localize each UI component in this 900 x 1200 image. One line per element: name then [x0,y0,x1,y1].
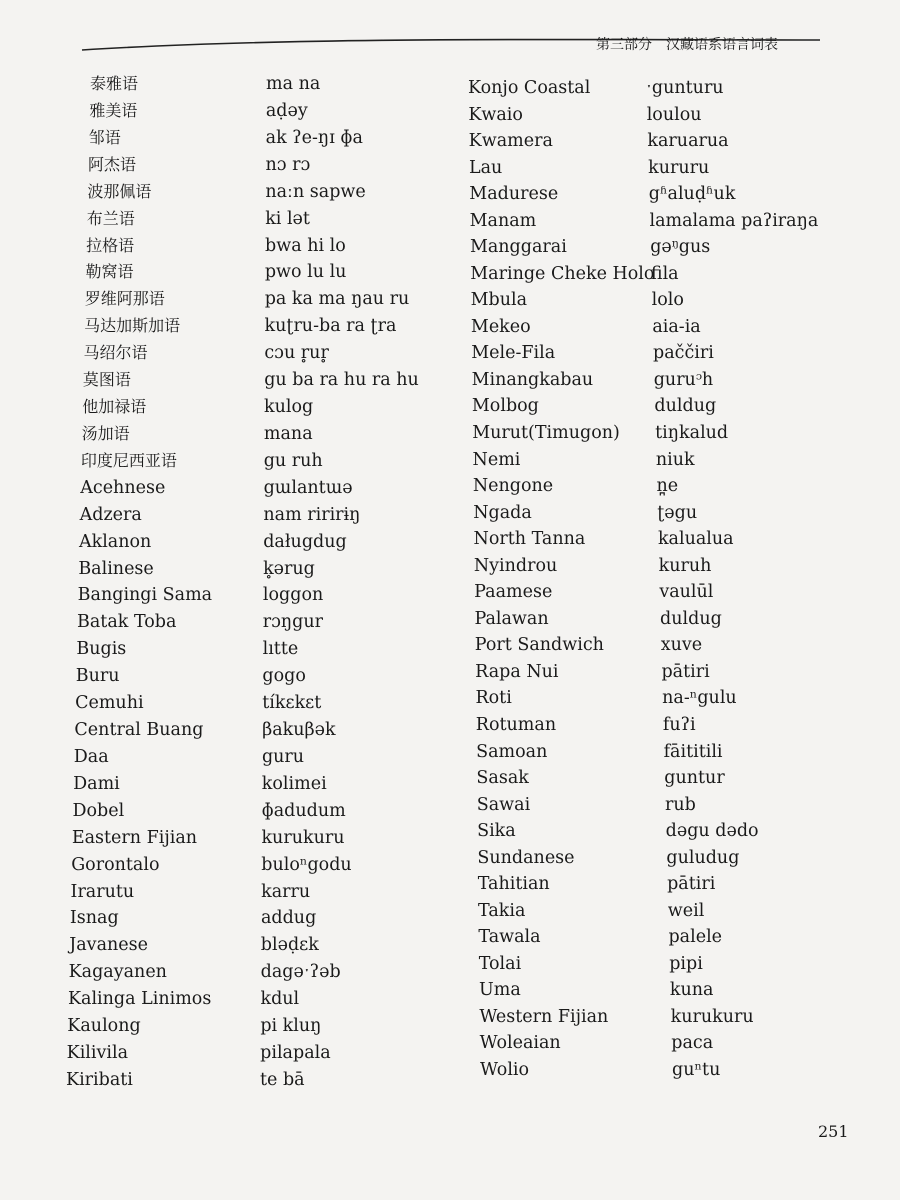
entry-word: naːn sapwe [265,181,366,202]
entry-word: pa ka ma ŋau ru [264,289,410,310]
entry-language: Tahitian [477,874,550,895]
entry-word: guⁿtu [672,1060,721,1080]
entry-language: Madurese [469,184,559,205]
entry-language: Daa [73,746,109,767]
entry-word: tiŋkalud [655,423,729,444]
entry-language: Paamese [474,582,553,603]
entry-language: 布兰语 [86,208,135,228]
entry-language: Kagayanen [68,962,167,983]
entry-language: Balinese [78,558,154,579]
entry-language: Molbog [471,396,539,417]
entry-word: dagəˑʔəb [260,962,341,983]
entry-word: gɯlantɯə [263,477,353,498]
entry-language: Samoan [476,741,548,762]
entry-language: 拉格语 [86,235,135,255]
entry-language: Irarutu [70,881,135,902]
entry-word: ɸadudum [261,800,346,821]
entry-word: kuna [669,980,714,1001]
entry-language: Nengone [472,476,554,497]
entry-language: Rotuman [475,714,557,735]
entry-language: Maringe Cheke Holo [470,263,655,284]
entry-word: pipi [669,953,703,974]
entry-word: pwo lu lu [264,262,347,283]
entry-word: lamalama paʔiraŋa [649,210,819,231]
entry-language: Sika [477,821,516,842]
entry-word: βakuβək [262,720,336,741]
entry-language: Western Fijian [479,1006,609,1027]
entry-language: Kwaio [468,104,523,125]
entry-word: rub [664,794,696,815]
entry-language: Gorontalo [71,854,160,875]
entry-word: tíkɛkɛt [262,693,322,714]
entry-word: kolimei [261,773,327,794]
entry-word: pilapala [260,1043,331,1064]
entry-language: Kwamera [468,131,553,152]
entry-word: aia-ia [652,316,701,337]
entry-language: Ngada [473,502,532,523]
entry-word: mana [263,423,313,444]
entry-language: Tawala [478,927,541,948]
entry-language: Dobel [72,800,125,821]
entry-word: fuʔi [662,714,696,735]
entry-word: ʈəgu [657,502,698,523]
entry-word: bləḍɛk [260,935,319,956]
entry-word: k̥ərug [263,558,315,579]
entry-language: Dami [73,773,120,794]
entry-language: Javanese [69,935,148,956]
entry-language: 罗维阿那语 [84,289,165,309]
entry-language: 马达加斯加语 [84,316,181,336]
entry-word: karru [261,881,311,902]
entry-word: paca [671,1033,714,1054]
entry-word: loggon [262,585,324,606]
entry-language: Lau [468,157,503,178]
entry-language: Kaulong [67,1016,141,1037]
entry-word: weil [667,900,705,921]
entry-word: guntur [664,768,725,789]
entry-language: Eastern Fijian [71,827,198,848]
entry-word: ˑgunturu [646,78,724,98]
entry-language: Uma [479,980,521,1001]
entry-word: guludug [666,847,740,868]
entry-language: 莫图语 [82,370,131,390]
entry-language: North Tanna [473,529,586,550]
entry-word: gu ruh [263,450,323,471]
entry-language: Palawan [474,608,549,629]
entry-word: gogo [262,666,306,687]
entry-word: gəᵑgus [650,237,711,258]
entry-word: paččiri [653,343,714,364]
entry-word: guru [261,746,305,767]
entry-language: Wolio [480,1060,530,1080]
entry-language: Kiribati [66,1070,133,1090]
entry-word: duldug [654,396,717,417]
entry-word: daługdug [263,531,347,552]
entry-language: Sawai [476,794,531,815]
entry-word: kalualua [657,529,734,550]
entry-word: xuve [660,635,703,656]
entry-language: 邹语 [88,127,121,147]
entry-word: kdul [260,989,300,1010]
entry-word: niuk [655,449,695,470]
entry-word: pātiri [661,661,710,682]
entry-word: kuʈru-ba ra ʈra [264,316,397,337]
entry-language: Murut(Timugon) [472,423,620,444]
entry-language: Adzera [79,504,142,525]
entry-word: palele [668,927,723,948]
entry-language: Konjo Coastal [468,78,591,98]
entry-language: Mele-Fila [471,343,556,364]
entry-language: Acehnese [80,477,166,498]
entry-language: 他加禄语 [82,397,147,417]
entry-word: cɔu r̥ur̥ [264,343,329,364]
entry-word: duldug [660,608,722,629]
entry-word: karuarua [647,131,729,152]
entry-language: Central Buang [74,720,204,741]
entry-word: pātiri [667,874,716,895]
entry-language: Rapa Nui [475,661,559,682]
entry-word: rɔŋgur [262,612,324,633]
entry-word: nam ririrɨŋ [263,504,361,525]
entry-language: Kilivila [66,1043,129,1064]
entry-language: 阿杰语 [88,154,137,174]
entry-word: fila [650,263,679,284]
entry-word: bwa hi lo [265,235,346,256]
entry-word: fāititili [663,741,723,762]
entry-language: Batak Toba [77,612,177,633]
entry-language: 汤加语 [81,423,130,443]
entry-word: lıtte [262,639,299,660]
entry-language: 雅美语 [89,100,138,120]
entry-word: lolo [651,290,684,311]
entry-language: Nyindrou [473,555,558,576]
entry-word: ma na [266,74,321,94]
entry-word: kuruh [658,555,712,576]
entry-language: Manam [469,210,537,231]
entry-language: Tolai [478,953,522,974]
entry-language: Roti [475,688,512,709]
entry-word: buloⁿgodu [261,854,352,875]
entry-word: kurukuru [261,827,345,848]
entry-language: 泰雅语 [90,74,139,93]
entry-word: dəgu dədo [665,821,759,842]
entry-word: aḍəy [265,100,308,121]
entry-language: Woleaian [479,1033,561,1054]
entry-word: vaulūl [659,582,714,603]
page-number: 251 [818,1122,849,1141]
entry-word: pi kluŋ [260,1016,322,1037]
entry-language: Mekeo [470,316,531,337]
entry-language: Buru [75,666,120,687]
entry-language: Kalinga Linimos [67,989,212,1010]
entry-word: kurukuru [670,1006,754,1027]
entry-language: Nemi [472,449,521,470]
running-header [596,34,846,54]
entry-word: gu ba ra hu ra hu [264,370,419,391]
entry-language: Manggarai [469,237,567,258]
entry-word: addug [260,908,317,929]
entry-language: 勒窝语 [85,262,134,282]
entry-language: Mbula [470,290,528,311]
entry-word: guruᵓh [653,369,714,390]
entry-language: Isnag [69,908,119,929]
entry-word: gʱaluḍʱuk [648,184,736,205]
entry-word: ak ʔe-ŋɪ ɸa [265,127,363,148]
entry-language: Minangkabau [471,369,594,390]
entry-word: kulog [264,397,314,418]
entry-word: na-ⁿgulu [662,688,737,709]
entry-word: n̪e [656,476,679,497]
entry-word: nɔ rɔ [265,154,311,175]
entry-language: Takia [478,900,526,921]
entry-language: 印度尼西亚语 [80,450,177,470]
entry-language: Cemuhi [75,693,144,714]
entry-word: ki lət [265,208,310,229]
header-part: 第三部分 [596,37,652,53]
entry-word: te bā [260,1070,305,1090]
header-title: 汉藏语系语言词表 [666,37,778,53]
entry-language: Port Sandwich [474,635,604,656]
entry-language: 波那佩语 [87,181,152,201]
entry-language: Sundanese [477,847,575,868]
entry-word: loulou [646,104,702,125]
entry-language: Bugis [76,639,127,660]
entry-language: 马绍尔语 [83,343,148,363]
entry-language: Aklanon [78,531,152,552]
entry-language: Bangingi Sama [77,585,213,606]
entry-word: kururu [648,157,710,178]
entry-language: Sasak [476,768,529,789]
